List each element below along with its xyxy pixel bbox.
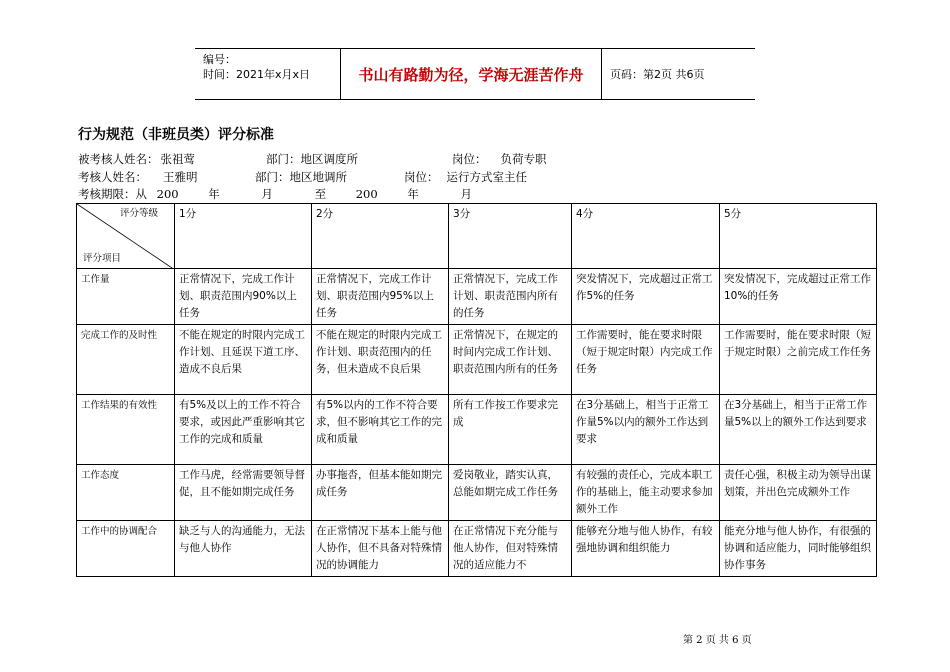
item-label: 工作结果的有效性 [77, 395, 175, 465]
header-left [203, 52, 338, 82]
examinee-post [452, 151, 547, 167]
table-cell: 正常情况下，在规定的时间内完成工作计划、职责范围内所有的任务 [449, 325, 572, 395]
table-cell: 突发情况下，完成超过正常工作5%的任务 [572, 269, 720, 325]
period-row [78, 186, 472, 202]
table-cell: 不能在规定的时限内完成工作计划、职责范围内的任务，但未造成不良后果 [312, 325, 449, 395]
item-label: 工作量 [77, 269, 175, 325]
table-cell: 能够充分地与他人协作，有较强地协调和组织能力 [572, 521, 720, 577]
year-unit: 年 [407, 187, 419, 201]
post-label: 岗位： [452, 152, 487, 166]
item-label: 工作中的协调配合 [77, 521, 175, 577]
table-cell: 不能在规定的时限内完成工作计划、且延误下道工序、造成不良后果 [175, 325, 312, 395]
table-cell: 在3分基础上，相当于正常工作量5%以内的额外工作达到要求 [572, 395, 720, 465]
table-cell: 正常情况下，完成工作计划、职责范围内90%以上任务 [175, 269, 312, 325]
table-cell: 工作马虎，经常需要领导督促，且不能如期完成任务 [175, 465, 312, 521]
diagonal-header-cell [77, 204, 175, 269]
item-label: 工作态度 [77, 465, 175, 521]
examiner-dept: 部门：地区地调所 [255, 170, 347, 184]
info-row-1 [78, 151, 195, 167]
item-label: 完成工作的及时性 [77, 325, 175, 395]
table-cell: 有5%以内的工作不符合要求，但不影响其它工作的完成和质量 [312, 395, 449, 465]
table-cell: 在正常情况下充分能与他人协作，但对特殊情况的适应能力不 [449, 521, 572, 577]
table-cell: 突发情况下，完成超过正常工作10%的任务 [720, 269, 877, 325]
table-row [77, 269, 877, 325]
year-to: 200 [355, 187, 378, 201]
month-unit: 月 [460, 187, 472, 201]
table-cell: 缺乏与人的沟通能力，无法与他人协作 [175, 521, 312, 577]
page-header [195, 48, 755, 100]
table-row [77, 395, 877, 465]
table-cell: 在正常情况下基本上能与他人协作，但不具备对特殊情况的协调能力 [312, 521, 449, 577]
table-cell: 有较强的责任心，完成本职工作的基础上，能主动要求参加额外工作 [572, 465, 720, 521]
level-header: 5分 [720, 204, 877, 269]
info-row-2 [78, 169, 198, 185]
level-header: 3分 [449, 204, 572, 269]
table-cell: 在3分基础上，相当于正常工作量5%以上的额外工作达到要求 [720, 395, 877, 465]
examinee-name: 张祖莺 [160, 152, 195, 166]
page-info: 页码：第2页 共6页 [610, 68, 705, 81]
post-label: 岗位： [404, 170, 439, 184]
to-label: 至 [314, 187, 327, 201]
corner-top-label: 评分等级 [119, 208, 158, 219]
table-cell: 工作需要时，能在要求时限（短于规定时限）内完成工作任务 [572, 325, 720, 395]
table-row [77, 465, 877, 521]
corner-bottom-label: 评分项目 [83, 253, 122, 264]
time-label: 时间：2021年x月x日 [203, 68, 311, 81]
level-header: 2分 [312, 204, 449, 269]
rating-table [76, 203, 877, 577]
document-title: 行为规范（非班员类）评分标准 [78, 127, 274, 143]
year-unit: 年 [208, 187, 220, 201]
motto: 书山有路勤为径，学海无涯苦作舟 [340, 49, 602, 99]
level-header: 1分 [175, 204, 312, 269]
table-cell: 办事拖沓，但基本能如期完成任务 [312, 465, 449, 521]
table-cell: 所有工作按工作要求完成 [449, 395, 572, 465]
table-row [77, 521, 877, 577]
year-from: 200 [156, 187, 179, 201]
table-header-row [77, 204, 877, 269]
post-value: 运行方式室主任 [446, 170, 527, 184]
examiner-name-label: 考核人姓名： [78, 170, 147, 184]
month-unit: 月 [261, 187, 273, 201]
table-cell: 工作需要时，能在要求时限（短于规定时限）之前完成工作任务 [720, 325, 877, 395]
table-cell: 能充分地与他人协作，有很强的协调和适应能力，同时能够组织协作事务 [720, 521, 877, 577]
examinee-name-label: 被考核人姓名： [78, 152, 159, 166]
examinee-dept: 部门：地区调度所 [266, 152, 358, 166]
level-header: 4分 [572, 204, 720, 269]
table-cell: 正常情况下，完成工作计划、职责范围内所有的任务 [449, 269, 572, 325]
page-footer: 第 2 页 共 6 页 [683, 635, 752, 646]
table-cell: 责任心强，积极主动为领导出谋划策，并出色完成额外工作 [720, 465, 877, 521]
examiner-name: 王雅明 [163, 170, 198, 184]
post-value: 负荷专职 [500, 152, 547, 166]
examiner-post [404, 169, 527, 185]
serial-label: 编号： [203, 53, 236, 66]
table-cell: 正常情况下，完成工作计划、职责范围内95%以上任务 [312, 269, 449, 325]
table-row [77, 325, 877, 395]
table-cell: 有5%及以上的工作不符合要求，或因此严重影响其它工作的完成和质量 [175, 395, 312, 465]
period-label: 考核期限：从 [78, 187, 147, 201]
table-cell: 爱岗敬业，踏实认真，总能如期完成工作任务 [449, 465, 572, 521]
